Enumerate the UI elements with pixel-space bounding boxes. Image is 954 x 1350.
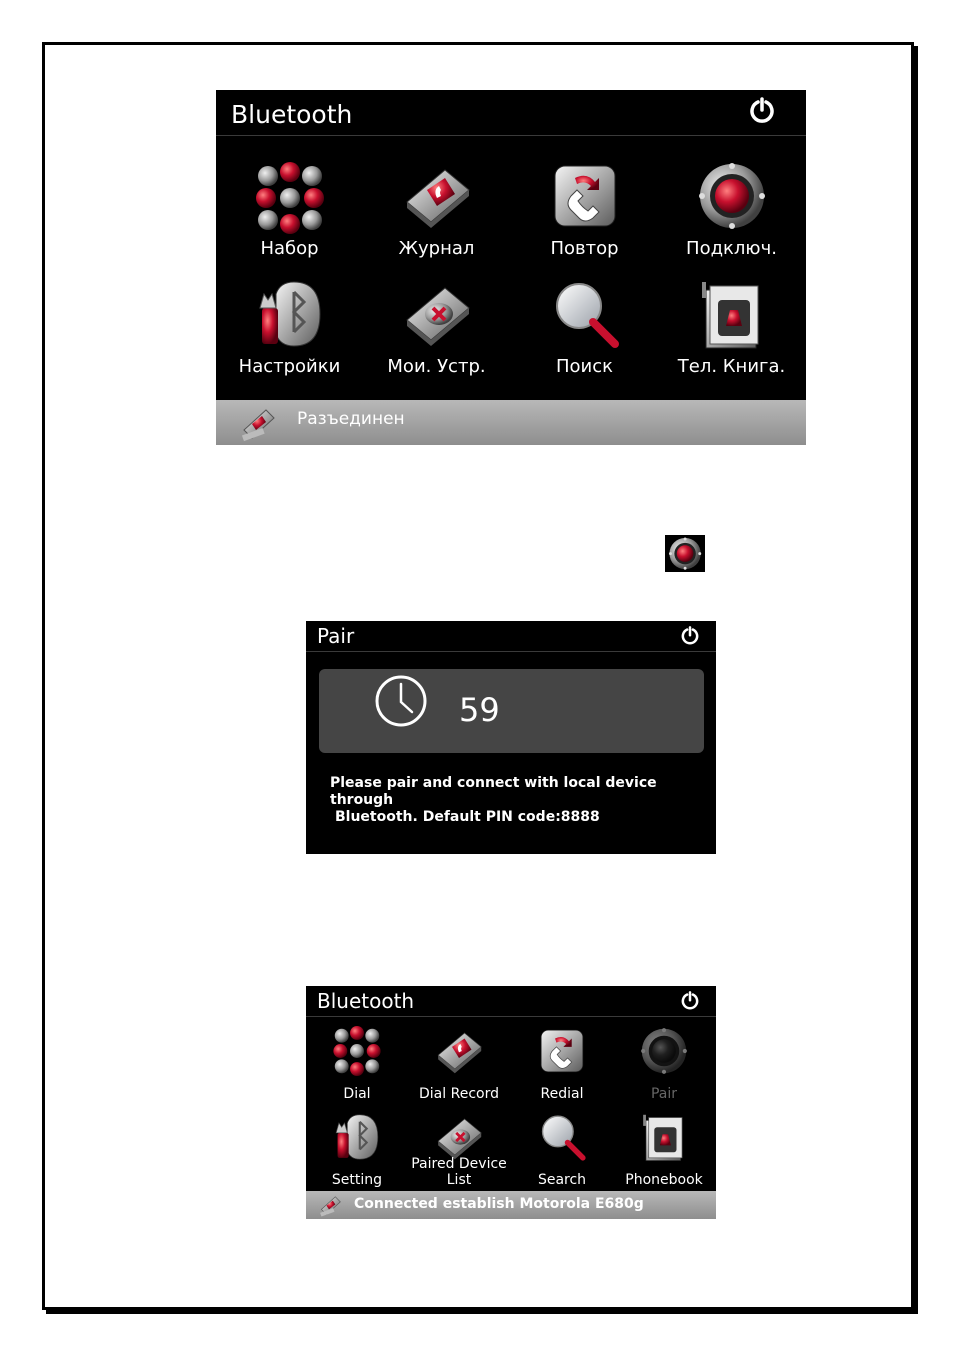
paired-devices-icon: [401, 278, 473, 350]
title-bar: [306, 986, 716, 1017]
menu-item-setting[interactable]: [306, 1112, 408, 1198]
status-bar: [306, 1191, 716, 1219]
menu-item-label: Setting: [331, 1172, 383, 1188]
pair-icon: [665, 535, 705, 572]
menu-item-label: Журнал: [398, 238, 475, 259]
dial-pad-icon: [332, 1026, 382, 1076]
phonebook-icon: [696, 278, 768, 350]
search-icon: [537, 1112, 587, 1162]
clock-icon: [374, 674, 428, 728]
call-log-icon: [401, 160, 473, 232]
phonebook-icon: [639, 1112, 689, 1162]
phone-status-icon: [236, 404, 276, 442]
redial-icon: [537, 1026, 587, 1076]
settings-icon: [254, 278, 326, 350]
menu-item-paired-device-list[interactable]: [408, 1112, 510, 1198]
screen-title: Pair: [317, 624, 355, 648]
menu-item-phonebook[interactable]: [613, 1112, 715, 1198]
menu-item-label: Поиск: [555, 356, 613, 377]
menu-item-search[interactable]: [511, 1112, 613, 1198]
menu-item-label: Тел. Книга.: [677, 356, 786, 377]
screen-title: Bluetooth: [231, 100, 353, 129]
menu-item-label: Мои. Устр.: [387, 356, 486, 377]
countdown-panel: [319, 669, 704, 753]
screen-title: Bluetooth: [317, 989, 415, 1013]
menu-item-label: Paired Device: [411, 1156, 507, 1172]
instruction-line: Bluetooth. Default PIN code:8888: [335, 809, 600, 825]
menu-item-label: Dial: [343, 1086, 371, 1102]
status-text: Разъединен: [297, 409, 405, 429]
menu-item-label: Phonebook: [625, 1172, 703, 1188]
menu-item-label: Search: [537, 1172, 587, 1188]
menu-item-redial[interactable]: [511, 1026, 613, 1112]
menu-item-label: Dial Record: [419, 1086, 499, 1102]
search-icon: [549, 278, 621, 350]
instruction-line: Please pair and connect with local device through: [330, 775, 657, 808]
menu-item-search[interactable]: [511, 270, 658, 390]
menu-item-label: List: [446, 1172, 472, 1188]
bluetooth-menu-screen-ru: [216, 90, 806, 445]
menu-item-pair[interactable]: [613, 1026, 715, 1112]
countdown-value: 59: [459, 691, 500, 729]
power-icon[interactable]: [748, 97, 776, 125]
menu-item-label: Подключ.: [686, 238, 777, 259]
pair-screen: [306, 621, 716, 854]
bluetooth-menu-screen-en: [306, 986, 716, 1219]
power-icon[interactable]: [680, 626, 700, 646]
title-bar: [216, 90, 806, 136]
menu-item-paired-devices[interactable]: [363, 270, 510, 390]
pair-icon: [696, 160, 768, 232]
paired-devices-icon: [434, 1112, 484, 1162]
phone-status-icon: [316, 1193, 342, 1217]
power-icon[interactable]: [680, 991, 700, 1011]
menu-item-label: Повтор: [550, 238, 619, 259]
call-log-icon: [434, 1026, 484, 1076]
settings-icon: [332, 1112, 382, 1162]
menu-item-label: Redial: [540, 1086, 584, 1102]
status-text: Connected establish Motorola E680g: [354, 1196, 644, 1212]
status-bar: [216, 400, 806, 445]
menu-item-settings[interactable]: [216, 270, 363, 390]
menu-item-label: Настройки: [238, 356, 341, 377]
menu-item-label: Набор: [260, 238, 319, 259]
pair-icon: [639, 1026, 689, 1076]
redial-icon: [549, 160, 621, 232]
menu-item-label: Pair: [650, 1086, 678, 1102]
menu-item-dial-record[interactable]: [408, 1026, 510, 1112]
title-bar: [306, 621, 716, 652]
dial-pad-icon: [254, 162, 326, 234]
menu-item-dial[interactable]: [306, 1026, 408, 1112]
pair-instructions: [330, 775, 716, 826]
menu-item-phonebook[interactable]: [658, 270, 805, 390]
